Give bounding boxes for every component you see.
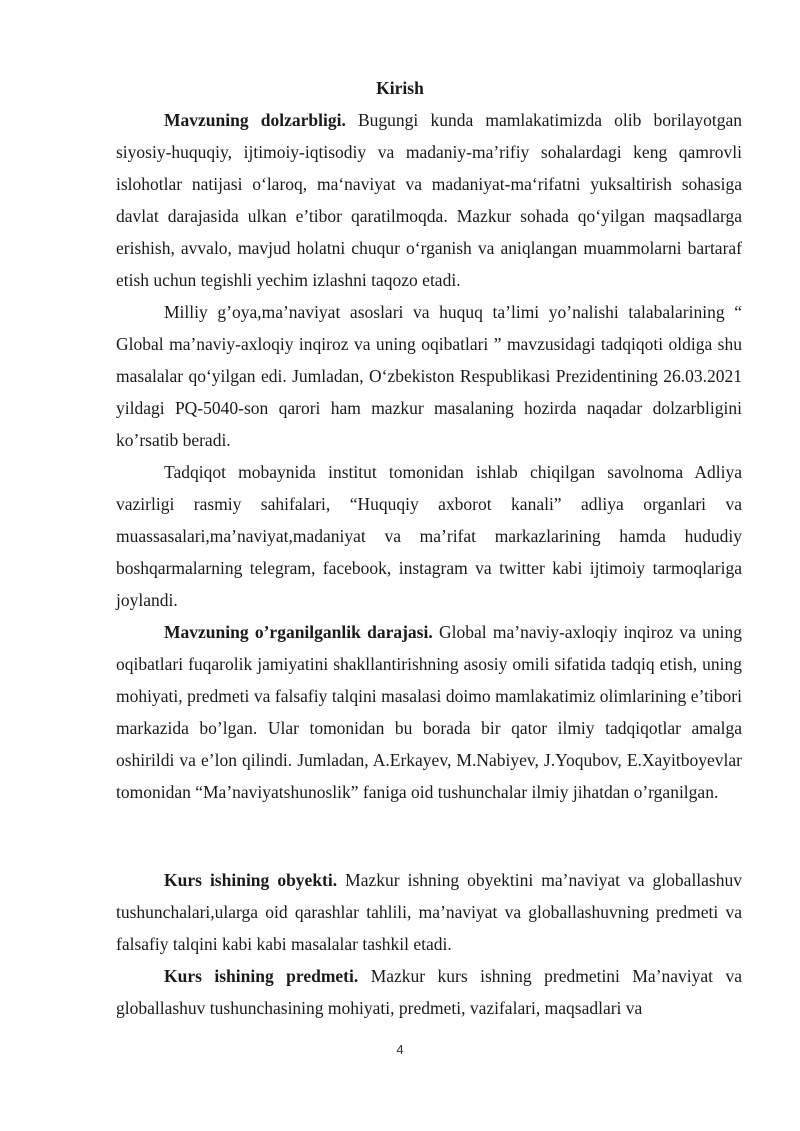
document-title: Kirish xyxy=(376,78,424,98)
paragraph-relevance xyxy=(116,104,742,296)
paragraph-text: Bugungi kunda mamlakatimizda olib borilayotgan siyosiy-huquqiy, ijtimoiy-iqtisodiy va madaniy-ma’rifiy sohalardagi keng qamrovli islohotlar natijasi o‘laroq, ma‘naviyat va madaniyat-ma‘rifatni yuksaltirish sohasiga davlat darajasida ulkan e’tibor qaratilmoqda. Mazkur sohada qo‘yilgan maqsadlarga erishish, avvalo, mavjud holatni chuqur o‘rganish va aniqlangan muammolarni bartaraf etish uchun tegishli yechim izlashni taqozo etadi. xyxy=(116,110,742,290)
paragraph-survey xyxy=(116,456,742,616)
paragraph-research-task xyxy=(116,296,742,456)
paragraph-subject xyxy=(116,960,742,1024)
paragraph-heading: Kurs ishining predmeti. xyxy=(164,966,359,986)
paragraph-text: Mazkur ishning obyektini ma’naviyat va globallashuv tushunchalari,ularga oid qarashlar tahlili, ma’naviyat va globallashuvning predmeti va falsafiy talqini kabi kabi masalalar tashkil etadi. xyxy=(116,870,742,954)
page-number: 4 xyxy=(396,1042,404,1057)
paragraph-study-level xyxy=(116,616,742,808)
paragraph-text: Global ma’naviy-axloqiy inqiroz va uning oqibatlari fuqarolik jamiyatini shakllantirishning asosiy omili sifatida tadqiq etish, uning mohiyati, predmeti va falsafiy talqini masalasi doimo mamlakatimiz olimlarining e’tibori markazida bo’lgan. Ular tomonidan bu borada bir qator ilmiy tadqiqotlar amalga oshirildi va e’lon qilindi. Jumladan, A.Erkayev, M.Nabiyev, J.Yoqubov, E.Xayitboyevlar tomonidan “Ma’naviyatshunoslik” faniga oid tushunchalar ilmiy jihatdan o’rganilgan. xyxy=(116,622,743,802)
paragraph-heading: Mavzuning dolzarbligi. xyxy=(164,110,346,130)
paragraph-object xyxy=(116,864,742,960)
section-relevance xyxy=(116,104,742,808)
paragraph-text: Milliy g’oya,ma’naviyat asoslari va huquq ta’limi yo’nalishi talabalarining “ Global ma’naviy-axloqiy inqiroz va uning oqibatlari ” mavzusidagi tadqiqoti oldiga shu masalalar qo‘yilgan edi. Jumladan, O‘zbekiston Respublikasi Prezidentining 26.03.2021 yildagi PQ-5040-son qarori ham mazkur masalaning hozirda naqadar dolzarbligini ko’rsatib beradi. xyxy=(116,302,742,450)
paragraph-heading: Kurs ishining obyekti. xyxy=(164,870,338,890)
section-object-subject xyxy=(116,864,742,1024)
paragraph-text: Tadqiqot mobaynida institut tomonidan ishlab chiqilgan savolnoma Adliya vazirligi rasmiy sahifalari, “Huquqiy axborot kanali” adliya organlari va muassasalari,ma’naviyat,madaniyat va ma’rifat markazlarining hamda hududiy boshqarmalarning telegram, facebook, instagram va twitter kabi ijtimoiy tarmoqlariga joylandi. xyxy=(116,462,742,610)
paragraph-heading: Mavzuning o’rganilganlik darajasi. xyxy=(164,622,433,642)
paragraph-text: Mazkur kurs ishning predmetini Ma’naviyat va globallashuv tushunchasining mohiyati, predmeti, vazifalari, maqsadlari va xyxy=(116,966,742,1018)
